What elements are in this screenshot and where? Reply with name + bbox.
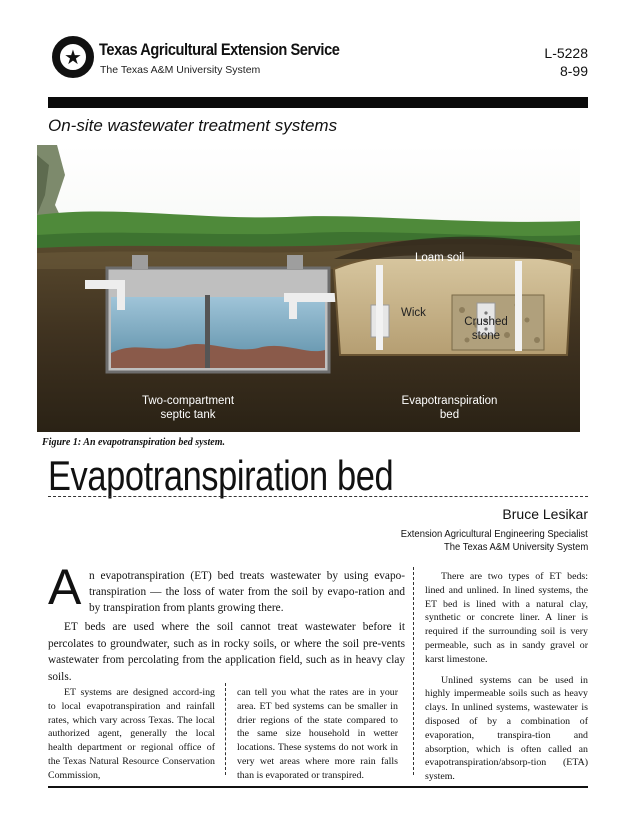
author-organization: The Texas A&M University System xyxy=(443,541,588,553)
publication-date: 8-99 xyxy=(559,63,588,79)
label-septic-tank-line1: Two-compartment xyxy=(141,395,235,407)
author-name: Bruce Lesikar xyxy=(502,506,588,522)
label-crushed-stone xyxy=(461,315,511,343)
organization-name: Texas Agricultural Extension Service xyxy=(99,40,340,59)
column-left xyxy=(48,686,215,783)
label-septic-tank-line2: septic tank xyxy=(160,409,216,421)
footer-rule xyxy=(48,786,588,788)
figure-caption: Figure 1: An evapotranspiration bed system. xyxy=(42,437,225,448)
label-et-bed-line1: Evapotranspiration xyxy=(401,395,498,407)
label-et-bed xyxy=(392,394,507,422)
page-title: Evapotranspiration bed xyxy=(48,452,394,499)
column-right-paragraph-2: Unlined systems can be used in highly impermeable soils such as heavy clays. In unlined systems, wastewater is disposed of by a combination of evaporation, transpira-tion and absorption, which is often called an evapotranspiration/absorp-tion (ETA) system. xyxy=(425,674,588,783)
title-rule xyxy=(48,496,588,497)
publication-number xyxy=(544,44,588,80)
drop-cap: A xyxy=(48,559,82,615)
series-subtitle: On-site wastewater treatment systems xyxy=(48,116,338,135)
star-icon: ★ xyxy=(64,45,82,69)
et-bed-illustration xyxy=(37,145,580,432)
intro-paragraph: n evapotranspiration (ET) bed treats wastewater by using evapo-transpiration — the loss of water from the soil by evapo-ration and by transpiration from plants growing there. xyxy=(89,570,405,614)
column-right xyxy=(425,570,588,784)
column-divider-right xyxy=(413,567,414,775)
label-septic-tank xyxy=(133,394,243,422)
intro-paragraph-2: ET beds are used where the soil cannot treat wastewater before it percolates to groundwater, such as in rocky soils, or where the soil pre-vents wastewater from percolating from the application field, such as in heavy clay soils. xyxy=(48,621,405,683)
university-seal-logo xyxy=(52,36,94,78)
label-loam-soil: Loam soil xyxy=(415,252,465,264)
header-rule xyxy=(48,97,588,108)
column-divider xyxy=(225,683,226,775)
label-wick: Wick xyxy=(401,307,426,319)
label-crushed-stone-line2: stone xyxy=(471,330,501,342)
organization-subtitle: The Texas A&M University System xyxy=(100,64,261,76)
column-right-paragraph-1: There are two types of ET beds: lined and unlined. In lined systems, the ET bed is lined with a natural clay, synthetic or concrete liner. A liner is required if the surrounding soil is very permeable, such as in sandy gravel or karst limestone. xyxy=(425,571,588,665)
label-crushed-stone-line1: Crushed xyxy=(464,316,508,328)
column-middle-paragraph: can tell you what the rates are in your area. ET bed systems can be smaller in drier regions of the state compared to the same size household in wetter locations. These systems do not work in very wet areas where more rain falls than is evaporated or transpired. xyxy=(237,687,398,781)
author-title: Extension Agricultural Engineering Specialist xyxy=(400,528,588,540)
column-left-paragraph: ET systems are designed accord-ing to local evapotranspiration and rainfall rates, which vary across Texas. The local authorized agent, generally the local health department or regional office of the Texas Natural Resource Conservation Commission, xyxy=(48,687,215,781)
column-middle xyxy=(237,686,398,783)
publication-code: L-5228 xyxy=(544,45,588,61)
label-et-bed-line2: bed xyxy=(439,409,460,421)
illustration-svg xyxy=(37,145,580,432)
